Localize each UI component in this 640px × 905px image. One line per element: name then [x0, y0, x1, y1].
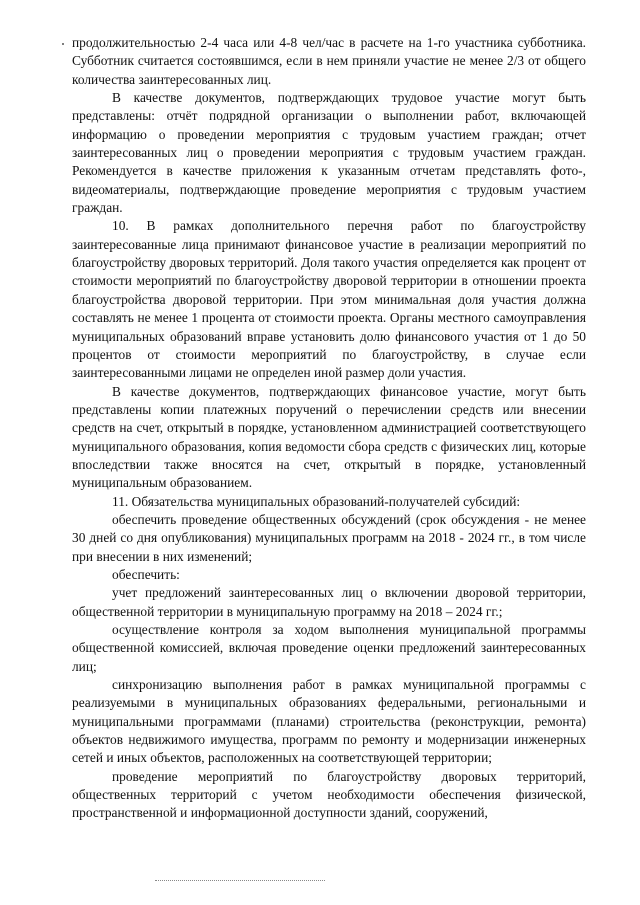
paragraph-synchronization: синхронизацию выполнения работ в рамках муниципальной программы с реализуемыми в муниципальных образованиях федеральными, региональными и муниципальными программами (планами) строительства (реконструкции, ремонта) объектов недвижимого имущества, программ по ремонту и модернизации инженерных сетей и иных объектов, расположенных на соответствующей территории; — [72, 677, 586, 766]
paragraph-10-financial-participation: 10. В рамках дополнительного перечня работ по благоустройству заинтересованные лица принимают финансовое участие в реализации мероприятий по благоустройству дворовых территорий. Доля такого участия определяется как процент от стоимости мероприятий по благоустройству дворовой территории в отношении проекта благоустройства дворовой территории. При этом минимальная доля участия должна составлять не менее 1 процента от стоимости проекта. Органы местного самоуправления муниципальных образований вправе установить долю финансового участия от 1 до 50 процентов от стоимости мероприятий по благоустройству, в случае если заинтересованными лицами не определен иной размер доли участия. — [72, 218, 586, 381]
document-body — [72, 34, 586, 823]
paragraph-11-obligations: 11. Обязательства муниципальных образований-получателей субсидий: — [112, 493, 521, 509]
paragraph-public-discussions: обеспечить проведение общественных обсуждений (срок обсуждения - не менее 30 дней со дня опубликования) муниципальных программ на 2018 - 2024 гг., в том числе при внесении в них изменений; — [72, 511, 586, 564]
footer-dotted-line — [155, 880, 325, 881]
paragraph-labor-documents: В качестве документов, подтверждающих трудовое участие могут быть представлены: отчёт подрядной организации о выполнении работ, включающей информацию о проведении мероприятия с трудовым участием граждан; отчет заинтересованных лиц о проведении мероприятия с трудовым участием граждан. Рекомендуется в качестве приложения к указанным отчетам представлять фото-, видеоматериалы, подтверждающие проведение мероприятия с трудовым участием граждан. — [72, 90, 586, 216]
scan-speck — [62, 43, 64, 45]
paragraph-continuation: продолжительностью 2-4 часа или 4-8 чел/час в расчете на 1-го участника субботника. Субботник считается состоявшимся, если в нем приняли участие не менее 2/3 от общего количества заинтересованных лиц. — [72, 35, 586, 87]
paragraph-financial-documents: В качестве документов, подтверждающих финансовое участие, могут быть представлены копии платежных поручений о перечислении средств или внесении средств на счет, открытый в порядке, установленном администрацией соответствующего муниципального образования, копия ведомости сбора средств с физических лиц, которые впоследствии также вносятся на счет, открытый в порядке, установленный муниципальным образованием. — [72, 383, 586, 491]
paragraph-proposals-accounting: учет предложений заинтересованных лиц о включении дворовой территории, общественной территории в муниципальную программу на 2018 – 2024 гг.; — [72, 585, 586, 619]
paragraph-control: осуществление контроля за ходом выполнения муниципальной программы общественной комиссией, включая проведение оценки предложений заинтересованных лиц; — [72, 622, 586, 674]
paragraph-ensure: обеспечить: — [112, 566, 180, 582]
paragraph-accessibility: проведение мероприятий по благоустройству дворовых территорий, общественных территорий с учетом необходимости обеспечения физической, пространственной и информационной доступности зданий, сооружений, — [72, 768, 586, 821]
